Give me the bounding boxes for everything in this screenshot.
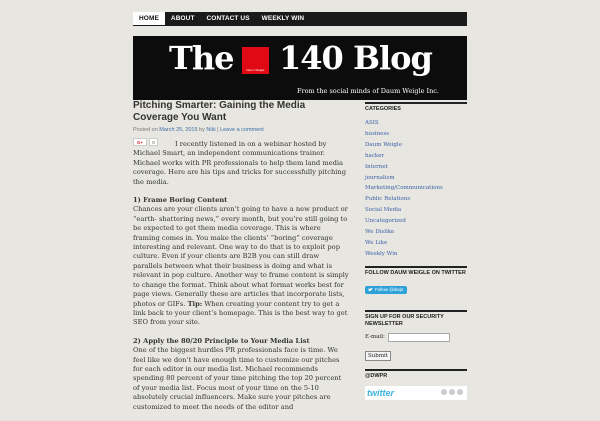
tip-label: Tip:: [187, 299, 203, 308]
meta-prefix: Posted on: [133, 127, 160, 133]
section-1-body: Chances are your clients aren’t going to have a new product or “earth- shattering news,” every month, but you’re still going to be expected to get them media coverage. This is where framing comes in. You make the clients’ “boring” coverage interesting and relevant. One way to do that is to exploit pop culture. Even if your clients are B2B you can still draw parallels between what their business is doing and what is relevant in pop culture. Another way to frame content is simply to change the format. Think about what format works best for page views. Generally these are articles that incorporate lists, photos or GIFs.: [133, 205, 349, 308]
category-link[interactable]: Weekly Win: [365, 250, 398, 257]
category-link[interactable]: Uncategorized: [365, 218, 406, 225]
category-link[interactable]: We Dislike: [365, 229, 395, 236]
twitter-bird-icon: [368, 288, 373, 292]
email-label: E-mail:: [365, 334, 385, 341]
categories-list: [365, 118, 467, 260]
category-link[interactable]: business: [365, 130, 390, 137]
meta-by: by: [197, 127, 207, 133]
category-link[interactable]: Internet: [365, 163, 388, 170]
post-article: [133, 100, 349, 411]
blog-title-right: 140 Blog: [279, 39, 432, 77]
sidebar: [365, 102, 467, 400]
share-count: 0: [149, 138, 158, 146]
retweet-icon[interactable]: [449, 389, 455, 395]
twitter-timeline[interactable]: [365, 386, 467, 400]
email-row: [365, 333, 467, 342]
email-input[interactable]: [388, 333, 450, 342]
categories-title: CATEGORIES: [365, 102, 467, 113]
category-link[interactable]: Public Relations: [365, 196, 411, 203]
daum-weigle-logo: [242, 47, 269, 74]
category-link[interactable]: hacker: [365, 152, 385, 159]
blog-title-left: The: [169, 39, 234, 77]
newsletter-title: SIGN UP FOR OUR SECURITY NEWSLETTER: [365, 310, 467, 328]
twitter-title: @DWPR: [365, 369, 467, 380]
google-plus-button[interactable]: G+: [133, 138, 147, 146]
section-1-heading: 1) Frame Boring Content: [133, 196, 228, 205]
tip-text: When creating your content try to get a link back to your client’s homepage. This is the best way to get SEO from your site.: [133, 299, 348, 327]
nav-weekly-win[interactable]: WEEKLY WIN: [261, 15, 305, 22]
post-author-link[interactable]: Niki: [206, 127, 216, 133]
category-link[interactable]: ASIS: [365, 120, 379, 126]
category-link[interactable]: We Like: [365, 239, 388, 246]
section-1-text: [133, 205, 349, 327]
favorite-icon[interactable]: [457, 389, 463, 395]
twitter-logo: twitter: [367, 387, 394, 398]
post-title[interactable]: Pitching Smarter: Gaining the Media Coverage You Want: [133, 100, 306, 123]
page-header: [133, 12, 467, 100]
leave-comment-link[interactable]: Leave a comment: [220, 127, 264, 133]
section-2-heading: 2) Apply the 80/20 Principle to Your Media List: [133, 336, 310, 345]
category-link[interactable]: Marketing/Communications: [365, 185, 443, 192]
header-tagline: From the social minds of Daum Weigle Inc.: [296, 87, 439, 95]
nav-home[interactable]: HOME: [133, 12, 165, 25]
category-link[interactable]: Daum Weigle: [365, 141, 402, 148]
nav-contact-us[interactable]: CONTACT US: [206, 15, 250, 22]
twitter-follow-button[interactable]: [365, 286, 407, 294]
category-link[interactable]: journalism: [365, 174, 395, 181]
section-2-text: One of the biggest hurdles PR professionals face is time. We feel like we don’t have enough time to customize our pitches for each editor in our media list. Michael recommends spending 80 percent of your time pitching the top 20 percent of your media list. Focus most of your time on the 5-10 absolutely crucial influencers. Make sure your pitches are customized to meet the needs of the editor and: [133, 346, 342, 411]
category-link[interactable]: Social Media: [365, 207, 402, 214]
reply-icon[interactable]: [441, 389, 447, 395]
post-intro: I recently listened in on a webinar hosted by Michael Smart, an independent communications trainer. Michael works with PR professionals to help them land media coverage. Here are his tips and tricks for successfully pitching the media.: [133, 140, 346, 186]
header-banner[interactable]: [133, 36, 467, 100]
post-body: [133, 140, 349, 421]
logo-text: Daum Weigle: [246, 68, 265, 72]
submit-button[interactable]: Submit: [365, 351, 391, 361]
meta-sep: |: [215, 127, 221, 133]
post-date-link[interactable]: March 25, 2015: [159, 127, 198, 133]
follow-button-label: Follow @dwpr: [375, 287, 404, 293]
top-nav: [133, 12, 467, 26]
post-meta: [133, 127, 349, 133]
nav-about[interactable]: ABOUT: [170, 15, 195, 22]
follow-title: FOLLOW DAUM WEIGLE ON TWITTER: [365, 266, 467, 277]
